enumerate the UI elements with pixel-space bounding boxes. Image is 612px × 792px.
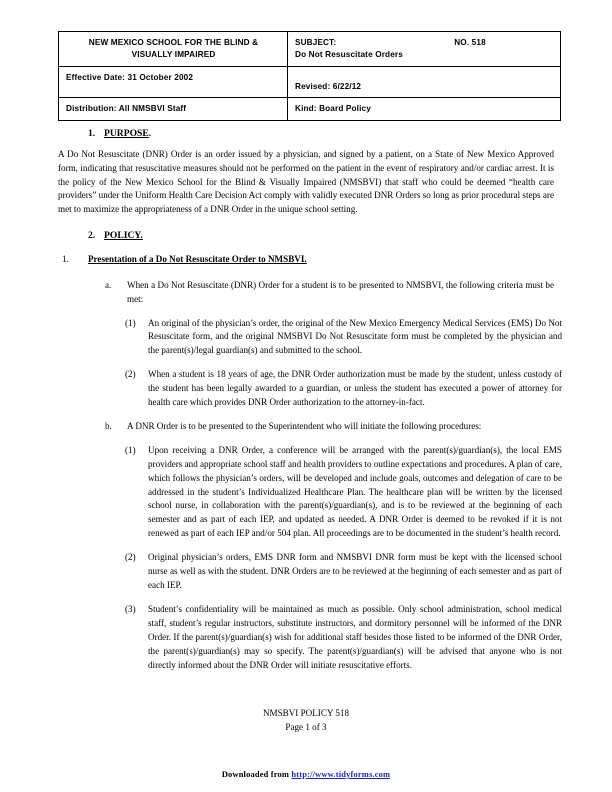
header-cell-revised (288, 66, 561, 97)
policy-header-table (58, 31, 561, 121)
presentation-marker: 1. (62, 254, 69, 265)
footer-page-number: Page 1 of 3 (285, 721, 327, 732)
section-heading-policy (88, 230, 612, 241)
policy-number: 2. (88, 230, 96, 242)
list-item-b-2-marker: (2) (125, 551, 136, 562)
presentation-title: Presentation of a Do Not Resuscitate Order to NMSBVI. (88, 254, 307, 265)
list-item-a (58, 279, 554, 307)
distribution-value: Distribution: All NMSBVI Staff (66, 103, 187, 113)
subject-label: SUBJECT: (295, 38, 337, 47)
footer-policy-id: NMSBVI POLICY 518 (262, 708, 350, 718)
header-row-distribution (59, 97, 561, 120)
list-item-a-1-marker: (1) (125, 317, 136, 328)
list-item-a-2-text: When a student is 18 years of age, the DNR Order authorization must be made by the student, unless custody of the student has been legally awarded to a guardian, or unless the student has executed a power of attorney for health care which provides DNR Order authorization to the attorney-in-fact. (148, 368, 562, 407)
school-name-line1: NEW MEXICO SCHOOL FOR THE BLIND & (88, 38, 259, 47)
effective-date-value: Effective Date: 31 October 2002 (66, 72, 194, 82)
download-prefix: Downloaded from (221, 770, 292, 779)
school-name-line2: VISUALLY IMPAIRED (131, 49, 216, 59)
list-item-b-3-text: Student’s confidentiality will be maintained as much as possible. Only school administration, school medical staff, student’s regular instructors, substitute instructors, and dormitory personnel will be informed of the DNR Order. If the parent(s)/guardian(s) wish for additional staff besides those listed to be informed of the DNR Order, the parent(s)/guardian(s) may so specify. The parent(s)/guardian(s) will be advised that anyone who is not directly informed about the DNR Order will initiate resuscitative efforts. (148, 604, 562, 670)
header-cell-subject (288, 32, 561, 67)
list-item-b-1 (58, 444, 562, 541)
list-item-a-1-text: An original of the physician’s order, the original of the New Mexico Emergency Medical Services (EMS) Do Not Resuscitate form, and the original NMSBVI Do Not Resuscitate form must be completed by the physician and the parent(s)/legal guardian(s) and submitted to the school. (148, 317, 562, 356)
purpose-paragraph: A Do Not Resuscitate (DNR) Order is an order issued by a physician, and signed by a patient, on a State of New Mexico Approved form, indicating that resuscitative measures should not be performed on the patient in the event of respiratory and/or cardiac arrest. It is the policy of the New Mexico School for the Blind & Visually Impaired (NMSBVI) that staff who could be deemed “health care providers” under the Uniform Health Care Decision Act comply with validly executed DNR Orders so long as prior procedural steps are met to maximize the appropriateness of a DNR Order in the unique school setting. (58, 149, 554, 215)
subject-value: Do Not Resuscitate Orders (295, 49, 403, 59)
list-item-b-marker: b. (105, 421, 112, 432)
document-body (0, 128, 612, 672)
list-item-b-3 (58, 603, 562, 672)
header-row-dates (59, 66, 561, 97)
list-item-b-2-text: Original physician’s orders, EMS DNR form and NMSBVI DNR form must be kept with the licensed school nurse as well as with the student. DNR Orders are to be reviewed at the beginning of each semester and as part of each IEP. (148, 551, 562, 590)
purpose-title: PURPOSE (104, 128, 149, 139)
list-item-b-1-text: Upon receiving a DNR Order, a conference will be arranged with the parent(s)/guardian(s), the local EMS providers and appropriate school staff and health providers to outline expectations and procedures. A plan of care, which follows the physician’s orders, will be developed and include goals, outcomes and delegation of care to be addressed in the student’s Individualized Healthcare Plan. The healthcare plan will be written by the licensed school nurse, in collaboration with the parent(s)/guardian(s), and is to be reviewed at the beginning of each semester and as part of each IEP, and updated as needed. A DNR Order is deemed to be revoked if it is not renewed as part of each IEP and/or 504 plan. All proceedings are to be documented in the student’s health record. (148, 445, 562, 539)
page-footer (0, 707, 612, 734)
policy-title: POLICY. (104, 230, 143, 242)
section-heading-purpose (88, 128, 612, 139)
header-cell-school-name (59, 32, 288, 67)
header-cell-effective-date (59, 66, 288, 97)
list-item-b-3-marker: (3) (125, 604, 136, 615)
header-cell-kind (288, 97, 561, 120)
list-item-presentation (58, 253, 554, 267)
policy-number-label: NO. 518 (454, 38, 486, 47)
list-item-a-2 (58, 368, 562, 409)
list-item-a-marker: a. (105, 279, 112, 290)
download-link[interactable]: http://www.tidyforms.com (291, 770, 391, 779)
purpose-title-suffix: . (148, 128, 152, 139)
list-item-b-1-marker: (1) (125, 445, 136, 456)
list-item-b-text: A DNR Order is to be presented to the Superintendent who will initiate the following procedures: (127, 421, 482, 432)
list-item-a-text: When a Do Not Resuscitate (DNR) Order for a student is to be presented to NMSBVI, the following criteria must be met: (127, 279, 554, 304)
list-item-b (58, 420, 554, 434)
revised-value: Revised: 6/22/12 (295, 81, 362, 91)
header-row-title (59, 32, 561, 67)
list-item-a-2-marker: (2) (125, 368, 136, 379)
list-item-b-2 (58, 551, 562, 592)
list-item-a-1 (58, 317, 562, 358)
purpose-number: 1. (88, 128, 96, 139)
kind-value: Kind: Board Policy (295, 103, 371, 113)
download-attribution (0, 770, 612, 779)
header-cell-distribution (59, 97, 288, 120)
